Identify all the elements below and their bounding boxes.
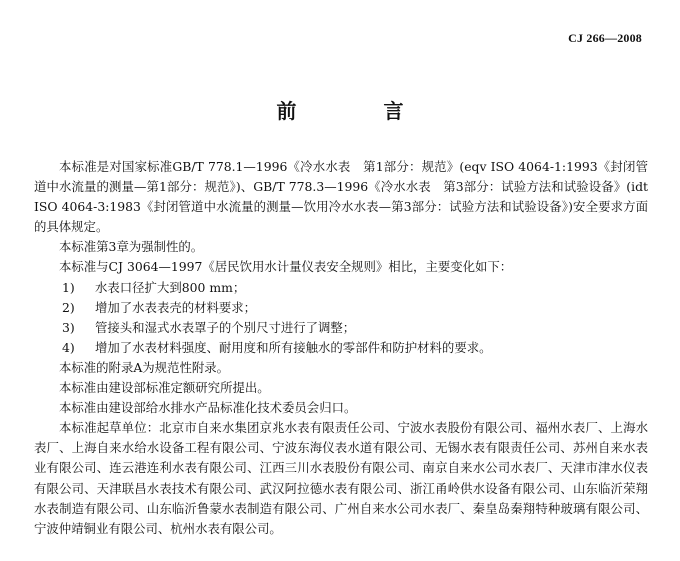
managed-by-paragraph: 本标准由建设部给水排水产品标准化技术委员会归口。 — [59, 400, 357, 416]
list-item-number: 4) — [62, 339, 75, 355]
change-list-item — [34, 298, 648, 318]
list-item-text: 管接头和湿式水表罩子的个别尺寸进行了调整； — [95, 319, 356, 335]
list-item-number: 3) — [62, 319, 75, 335]
list-item-number: 2) — [62, 299, 75, 315]
list-item-number: 1) — [62, 279, 75, 295]
drafting-units-paragraph: 本标准起草单位：北京市自来水集团京兆水表有限责任公司、宁波水表股份有限公司、福州水表厂、上海水表厂、上海自来水给水设备工程有限公司、宁波东海仪表水道有限公司、无锡水表有限责任公司、苏州自来水表业有限公司、连云港连利水表有限公司、江西三川水表股份有限公司、南京自来水公司水表厂、天津市津水仪表有限公司、天津联昌水表技术有限公司、武汉阿拉德水表有限公司、浙江甬岭供水设备有限公司、山东临沂荣翔水表制造有限公司、山东临沂鲁蒙水表制造有限公司、广州自来水公司水表厂、秦皇岛秦翔特种玻璃有限公司、宁波仲靖铜业有限公司、杭州水表有限公司。 — [34, 420, 648, 536]
change-list-item — [34, 318, 648, 338]
changes-intro-paragraph: 本标准与CJ 3064—1997《居民饮用水计量仪表安全规则》相比，主要变化如下： — [59, 259, 513, 275]
list-item-text: 水表口径扩大到800 mm； — [95, 279, 246, 295]
standard-code: CJ 266—2008 — [568, 31, 642, 45]
document-body — [34, 157, 648, 539]
page-title: 前 言 — [276, 99, 444, 123]
change-list-item — [34, 338, 648, 358]
list-item-text: 增加了水表材料强度、耐用度和所有接触水的零部件和防护材料的要求。 — [95, 339, 492, 355]
intro-paragraph: 本标准是对国家标准GB/T 778.1—1996《冷水水表 第1部分：规范》(eqv ISO 4064-1:1993《封闭管道中水流量的测量—第1部分：规范》)、GB/T 778.3—1996《冷水水表 第3部分：试验方法和试验设备》(idt ISO 4064-3:1983《封闭管道中水流量的测量—饮用冷水水表—第3部分：试验方法和试验设备》)安全要求方面的具体规定。 — [34, 159, 648, 235]
appendix-paragraph: 本标准的附录A为规范性附录。 — [59, 359, 230, 375]
change-list-item — [34, 278, 648, 298]
list-item-text: 增加了水表表壳的材料要求； — [95, 299, 257, 315]
mandatory-paragraph: 本标准第3章为强制性的。 — [59, 239, 204, 255]
proposed-by-paragraph: 本标准由建设部标准定额研究所提出。 — [59, 380, 270, 396]
